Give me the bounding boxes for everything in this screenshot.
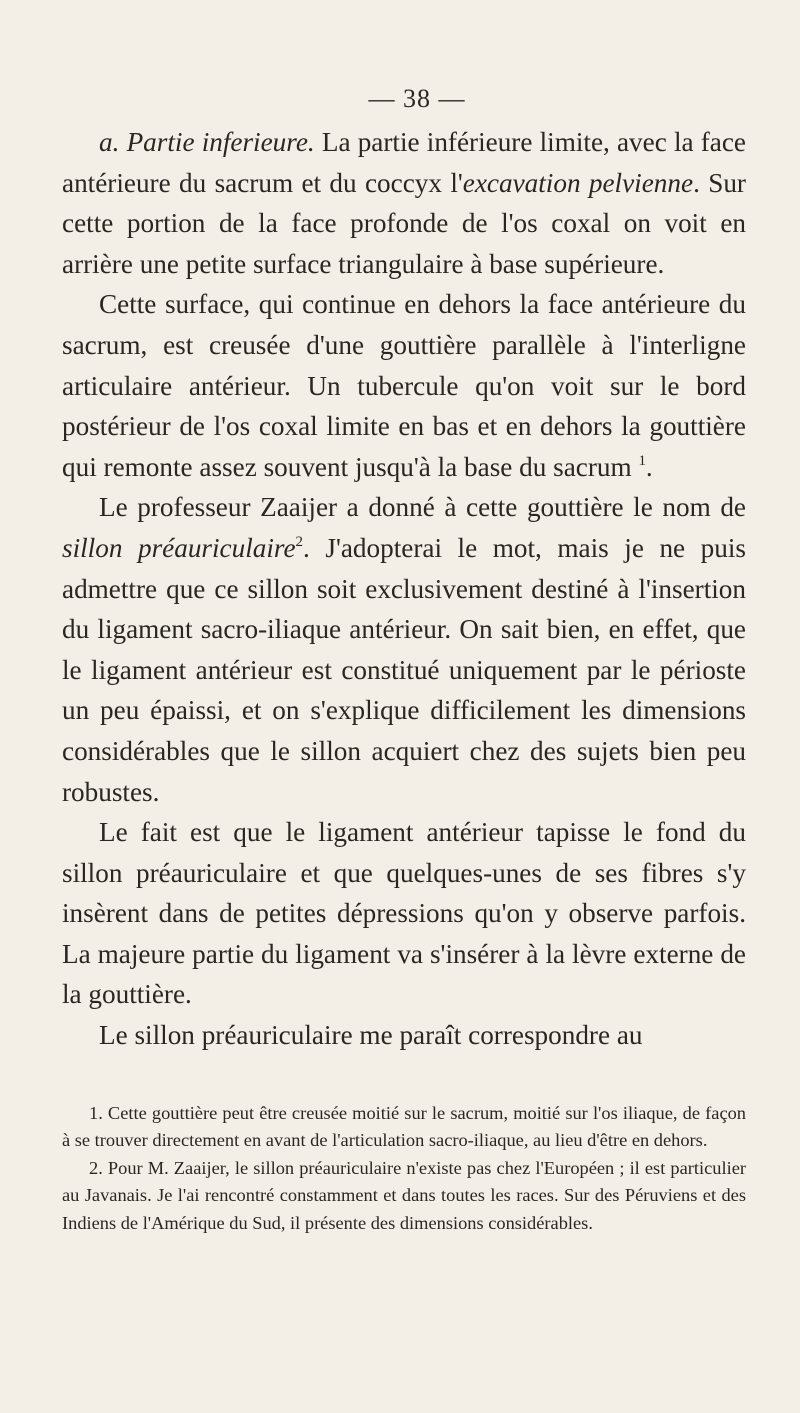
book-page [62,84,746,1238]
footnotes [62,1100,746,1238]
paragraph-4: Le fait est que le ligament antérieur tapisse le fond du sillon préauriculaire et que quelques-unes de ses fibres s'y insèrent dans de petites dépressions qu'on y observe parfois. La majeure partie du ligament va s'insérer à la lèvre externe de la gouttière. [62,817,746,1010]
paragraph-2 [62,284,746,487]
paragraph-1-text-a: La partie inférieure limite, avec la face antérieure du sacrum et du coccyx l' [62,127,746,198]
paragraph-3-emphasis: sillon préauriculaire [62,532,296,563]
section-label: a. [99,127,120,157]
paragraph-5: Le sillon préauriculaire me paraît correspondre au [99,1020,643,1051]
paragraph-2-text: Cette surface, qui continue en dehors la face antérieure du sacrum, est creusée d'une gouttière parallèle à l'interligne articulaire antérieur. Un tubercule qu'on voit sur le bord postérieur de l'os coxal limite en bas et en dehors la gouttière qui remonte assez souvent jusqu'à la base du sacrum [62,289,746,482]
paragraph-1 [62,122,746,284]
paragraph-2-end: . [645,451,653,482]
footnote-1: 1. Cette gouttière peut être creusée moitié sur le sacrum, moitié sur l'os iliaque, de façon à se trouver directement en avant de l'articulation sacro-iliaque, au lieu d'être en dehors. [62,1102,746,1151]
body-text [62,122,746,1056]
footnote-ref-1: 1 [638,452,646,469]
section-title: Partie inferieure. [126,127,315,157]
paragraph-1-emphasis: excavation pelvienne [462,167,694,198]
page-number: — 38 — [368,84,466,113]
footnote-2: 2. Pour M. Zaaijer, le sillon préauriculaire n'existe pas chez l'Européen ; il est particulier au Javanais. Je l'ai rencontré constamment et dans toutes les races. Sur des Péruviens et des Indiens de l'Amérique du Sud, il présente des dimensions considérables. [62,1157,746,1234]
paragraph-1-text-b: . Sur cette portion de la face profonde de l'os coxal on voit en arrière une petite surface triangulaire à base supérieure. [62,167,746,279]
paragraph-3-text-a: Le professeur Zaaijer a donné à cette gouttière le nom de [99,492,746,523]
footnote-ref-2: 2 [295,533,304,550]
paragraph-3 [62,487,746,812]
paragraph-3-text-b: . J'adopterai le mot, mais je ne puis admettre que ce sillon soit exclusivement destiné à l'insertion du ligament sacro-iliaque antérieur. On sait bien, en effet, que le ligament antérieur est constitué uniquement par le périoste un peu épaissi, et on s'explique difficilement les dimensions considérables que le sillon acquiert chez des sujets bien peu robustes. [62,532,746,807]
